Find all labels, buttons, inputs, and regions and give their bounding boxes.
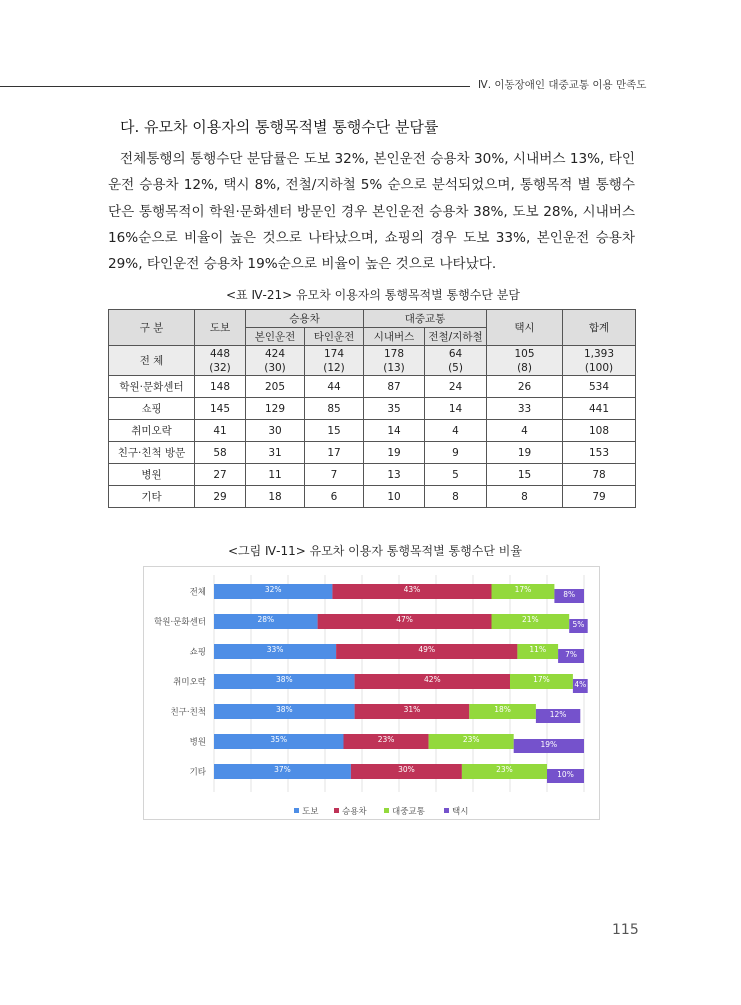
legend-label: 대중교통 [392, 807, 425, 817]
data-label: 5% [572, 620, 585, 629]
table-caption: <표 Ⅳ-21> 유모차 이용자의 통행목적별 통행수단 분담 [226, 288, 520, 302]
th-car: 승용차 [246, 310, 364, 328]
data-label: 7% [565, 650, 578, 659]
data-label: 32% [264, 585, 282, 594]
th-taxi: 택시 [487, 310, 563, 346]
table-cell: 31 [246, 442, 305, 464]
section-title: 다. 유모차 이용자의 통행목적별 통행수단 분담률 [120, 118, 439, 136]
table-row [109, 376, 636, 398]
data-label: 28% [257, 615, 275, 624]
data-label: 43% [403, 585, 421, 594]
cell-percent: (5) [448, 361, 463, 374]
table-cell: 87 [364, 376, 425, 398]
table-cell: 4 [425, 420, 487, 442]
data-label: 35% [270, 735, 288, 744]
data-label: 38% [275, 675, 293, 684]
table-cell: 15 [487, 464, 563, 486]
cell-count: 105 [514, 347, 535, 360]
table-row [109, 398, 636, 420]
table-cell: 129 [246, 398, 305, 420]
running-header: Ⅳ. 이동장애인 대중교통 이용 만족도 [478, 79, 647, 91]
chart-svg [144, 567, 599, 819]
category-label: 학원·문화센터 [154, 617, 206, 628]
data-label: 30% [398, 765, 415, 774]
cell-count: 1,393 [583, 347, 615, 360]
table-cell: 41 [195, 420, 246, 442]
table-cell: 79 [563, 486, 636, 508]
table-cell: 35 [364, 398, 425, 420]
table-cell: 27 [195, 464, 246, 486]
table-cell: 9 [425, 442, 487, 464]
table-cell [364, 346, 425, 376]
row-label: 병원 [109, 464, 195, 486]
table-cell [487, 346, 563, 376]
data-label: 23% [462, 735, 480, 744]
table-row [109, 420, 636, 442]
table-cell: 13 [364, 464, 425, 486]
data-label: 49% [418, 645, 436, 654]
cell-percent: (32) [209, 361, 231, 374]
category-label: 쇼핑 [189, 647, 206, 658]
legend-label: 택시 [452, 807, 469, 817]
data-label: 4% [574, 680, 587, 689]
table-cell: 26 [487, 376, 563, 398]
table-cell: 58 [195, 442, 246, 464]
table-row-total [109, 346, 636, 376]
category-label: 전체 [189, 587, 206, 598]
figure-caption: <그림 Ⅳ-11> 유모차 이용자 통행목적별 통행수단 비율 [228, 544, 522, 558]
legend-swatch [384, 808, 389, 813]
cell-count: 448 [209, 347, 231, 360]
cell-percent: (100) [584, 361, 614, 374]
table-cell: 85 [305, 398, 364, 420]
table-cell: 19 [364, 442, 425, 464]
table-cell: 7 [305, 464, 364, 486]
table-cell: 441 [563, 398, 636, 420]
data-label: 18% [494, 705, 511, 714]
table-cell: 4 [487, 420, 563, 442]
table-row [109, 442, 636, 464]
table-cell: 148 [195, 376, 246, 398]
table-cell [425, 346, 487, 376]
th-total: 합계 [563, 310, 636, 346]
data-label: 11% [529, 645, 547, 654]
stacked-bar-chart [143, 566, 600, 820]
table-cell: 145 [195, 398, 246, 420]
table-cell: 30 [246, 420, 305, 442]
table-cell: 33 [487, 398, 563, 420]
table-cell: 8 [487, 486, 563, 508]
table-cell: 14 [364, 420, 425, 442]
data-label: 31% [403, 705, 421, 714]
data-label: 12% [549, 710, 567, 719]
table-cell: 78 [563, 464, 636, 486]
data-label: 37% [274, 765, 291, 774]
mode-share-table [108, 309, 636, 508]
cell-count: 178 [383, 347, 405, 360]
cell-count: 174 [323, 347, 345, 360]
data-label: 19% [540, 740, 558, 749]
data-label: 17% [533, 675, 550, 684]
table-cell: 205 [246, 376, 305, 398]
table-cell: 8 [425, 486, 487, 508]
cell-count: 64 [448, 347, 463, 360]
table-cell: 19 [487, 442, 563, 464]
category-label: 병원 [189, 737, 206, 748]
category-label: 친구·친척 [170, 707, 206, 718]
table-cell: 18 [246, 486, 305, 508]
header-rule [0, 86, 470, 87]
data-label: 33% [266, 645, 284, 654]
table-cell: 29 [195, 486, 246, 508]
legend-swatch [294, 808, 299, 813]
table-cell: 6 [305, 486, 364, 508]
table-cell [305, 346, 364, 376]
data-label: 23% [377, 735, 395, 744]
th-public: 대중교통 [364, 310, 487, 328]
table-row [109, 486, 636, 508]
table-cell: 14 [425, 398, 487, 420]
data-label: 42% [423, 675, 441, 684]
data-label: 10% [557, 770, 574, 779]
th-bus: 시내버스 [364, 328, 425, 346]
table-cell [563, 346, 636, 376]
page-number: 115 [612, 922, 639, 938]
body-paragraph: 전체통행의 통행수단 분담률은 도보 32%, 본인운전 승용차 30%, 시내버스 13%, 타인운전 승용차 12%, 택시 8%, 전철/지하철 5% 순으로 분석되었으며, 통행목적 별 통행수단은 통행목적이 학원·문화센터 방문인 경우 본인운전 승용차 38%, 도보 28%, 시내버스 16%순으로 비율이 높은 것으로 나타났으며, 쇼핑의 경우 도보 33%, 본인운전 승용차 29%, 타인운전 승용차 19%순으로 비율이 높은 것으로 나타났다. [108, 151, 635, 273]
row-label: 쇼핑 [109, 398, 195, 420]
th-subway: 전철/지하철 [425, 328, 487, 346]
cell-percent: (30) [264, 361, 286, 374]
th-car-self: 본인운전 [246, 328, 305, 346]
row-label: 친구·친척 방문 [109, 442, 195, 464]
data-label: 23% [496, 765, 513, 774]
data-label: 38% [275, 705, 293, 714]
th-walk: 도보 [195, 310, 246, 346]
table-cell: 17 [305, 442, 364, 464]
table-cell: 10 [364, 486, 425, 508]
cell-percent: (12) [323, 361, 345, 374]
legend-label: 도보 [302, 807, 319, 817]
row-label: 전 체 [109, 346, 195, 376]
row-label: 학원·문화센터 [109, 376, 195, 398]
data-label: 8% [563, 590, 576, 599]
data-label: 21% [522, 615, 539, 624]
th-category: 구 분 [109, 310, 195, 346]
table-row [109, 464, 636, 486]
data-label: 47% [396, 615, 413, 624]
table-cell: 24 [425, 376, 487, 398]
table-cell: 44 [305, 376, 364, 398]
cell-count: 424 [264, 347, 286, 360]
cell-percent: (8) [517, 361, 532, 374]
table-cell [195, 346, 246, 376]
table-cell: 15 [305, 420, 364, 442]
cell-percent: (13) [383, 361, 405, 374]
table-cell: 108 [563, 420, 636, 442]
table-cell: 5 [425, 464, 487, 486]
legend-swatch [444, 808, 449, 813]
row-label: 기타 [109, 486, 195, 508]
table-cell: 153 [563, 442, 636, 464]
table-cell [246, 346, 305, 376]
category-label: 기타 [189, 767, 206, 778]
th-car-other: 타인운전 [305, 328, 364, 346]
table-cell: 11 [246, 464, 305, 486]
legend-swatch [334, 808, 339, 813]
row-label: 취미오락 [109, 420, 195, 442]
legend-label: 승용차 [342, 807, 367, 817]
data-label: 17% [514, 585, 532, 594]
table-cell: 534 [563, 376, 636, 398]
category-label: 취미오락 [173, 677, 206, 688]
